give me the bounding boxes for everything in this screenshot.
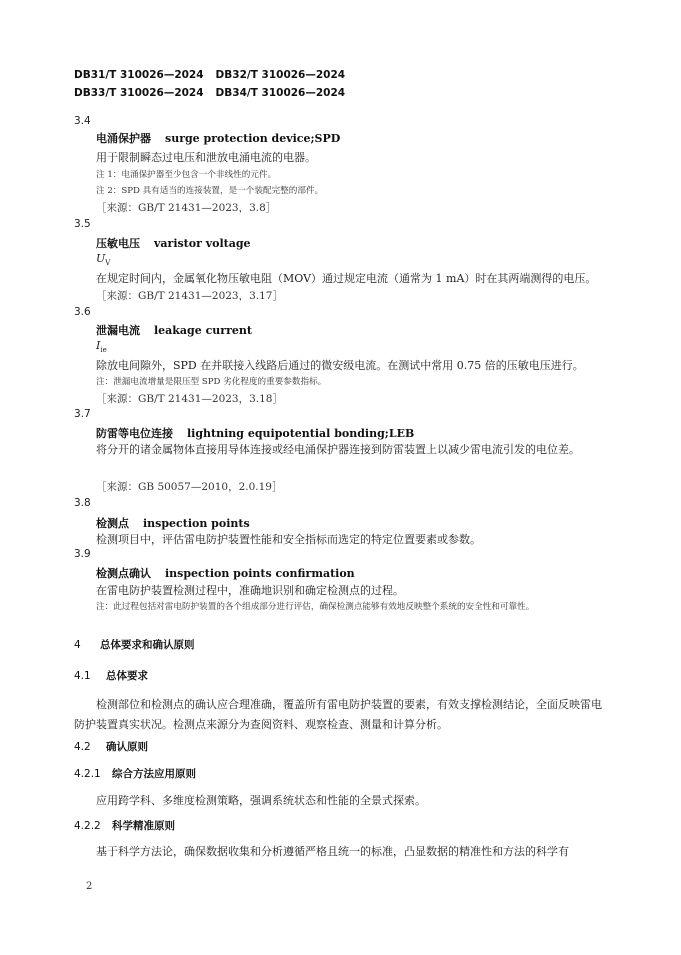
term-definition: 除放电间隙外，SPD 在并联接入线路后通过的微安级电流。在测试中常用 0.75 倍的压敏电压进行。 — [96, 359, 584, 372]
term-definition: 用于限制瞬态过电压和泄放电涌电流的电器。 — [96, 151, 316, 164]
term-definition: 在雷电防护装置检测过程中，准确地识别和确定检测点的过程。 — [96, 584, 404, 597]
term-zh: 泄漏电流 — [96, 324, 140, 337]
standard-code: DB34/T 310026—2024 — [215, 87, 346, 99]
term-zh: 检测点 — [96, 517, 129, 530]
term-source: ［来源：GB/T 21431—2023，3.17］ — [96, 290, 283, 302]
standard-code: DB32/T 310026—2024 — [215, 69, 346, 81]
term-number: 3.7 — [74, 408, 91, 420]
term-symbol: $U_V$ — [96, 252, 111, 268]
term-title — [96, 322, 252, 338]
term-note: 注：此过程包括对雷电防护装置的各个组成部分进行评估，确保检测点能够有效地反映整个系统的安全性和可靠性。 — [96, 602, 535, 612]
standard-code-line-2 — [74, 87, 345, 99]
term-zh: 防雷等电位连接 — [96, 427, 173, 440]
section-heading: 4.2 确认原则 — [74, 741, 148, 753]
term-definition: 检测项目中，评估雷电防护装置性能和安全指标而选定的特定位置要素或参数。 — [96, 533, 481, 546]
term-number: 3.6 — [74, 306, 91, 318]
term-number: 3.9 — [74, 548, 91, 560]
term-en: inspection points confirmation — [165, 567, 355, 580]
term-note: 注 2：SPD 具有适当的连接装置，是一个装配完整的部件。 — [96, 186, 324, 196]
section-heading: 4.2.1 综合方法应用原则 — [74, 768, 196, 780]
paragraph: 应用跨学科、多维度检测策略，强调系统状态和性能的全景式探索。 — [96, 794, 426, 807]
term-zh: 电涌保护器 — [96, 132, 151, 145]
term-title — [96, 425, 414, 441]
term-source: ［来源：GB/T 21431—2023，3.18］ — [96, 393, 283, 405]
section-heading: 4.2.2 科学精准原则 — [74, 820, 175, 832]
term-title — [96, 235, 251, 251]
section-heading: 4 总体要求和确认原则 — [74, 639, 195, 651]
term-en: varistor voltage — [154, 237, 251, 250]
standard-code: DB33/T 310026—2024 — [74, 87, 204, 99]
term-en: leakage current — [154, 324, 252, 337]
term-en: lightning equipotential bonding;LEB — [187, 427, 415, 440]
term-note: 注：泄漏电流增量是限压型 SPD 劣化程度的重要参数指标。 — [96, 377, 327, 387]
term-symbol: $I_{ie}$ — [96, 339, 107, 355]
term-zh: 检测点确认 — [96, 567, 151, 580]
term-source: ［来源：GB 50057—2010，2.0.19］ — [96, 481, 283, 493]
term-zh: 压敏电压 — [96, 237, 140, 250]
paragraph: 检测部位和检测点的确认应合理准确，覆盖所有雷电防护装置的要素，有效支撑检测结论，全面反映雷电防护装置真实状况。检测点来源分为查阅资料、观察检查、测量和计算分析。 — [74, 698, 602, 731]
term-en: inspection points — [143, 517, 250, 530]
term-number: 3.4 — [74, 115, 91, 127]
term-definition: 将分开的诸金属物体直接用导体连接或经电涌保护器连接到防雷装置上以减少雷电流引发的电位差。 — [96, 443, 580, 456]
section-heading: 4.1 总体要求 — [74, 670, 148, 682]
standard-code-line-1 — [74, 69, 345, 81]
term-number: 3.5 — [74, 218, 91, 230]
term-title — [96, 130, 340, 146]
standard-code: DB31/T 310026—2024 — [74, 69, 204, 81]
term-definition: 在规定时间内，金属氧化物压敏电阻（MOV）通过规定电流（通常为 1 mA）时在其两端测得的电压。 — [96, 272, 597, 285]
term-title — [96, 515, 250, 531]
paragraph: 基于科学方法论，确保数据收集和分析遵循严格且统一的标准，凸显数据的精准性和方法的科学有 — [96, 845, 569, 858]
term-title — [96, 565, 355, 581]
page-number: 2 — [86, 881, 93, 892]
term-source: ［来源：GB/T 21431—2023，3.8］ — [96, 202, 277, 214]
term-note: 注 1：电涌保护器至少包含一个非线性的元件。 — [96, 170, 277, 180]
term-en: surge protection device;SPD — [165, 132, 341, 145]
term-number: 3.8 — [74, 497, 91, 509]
